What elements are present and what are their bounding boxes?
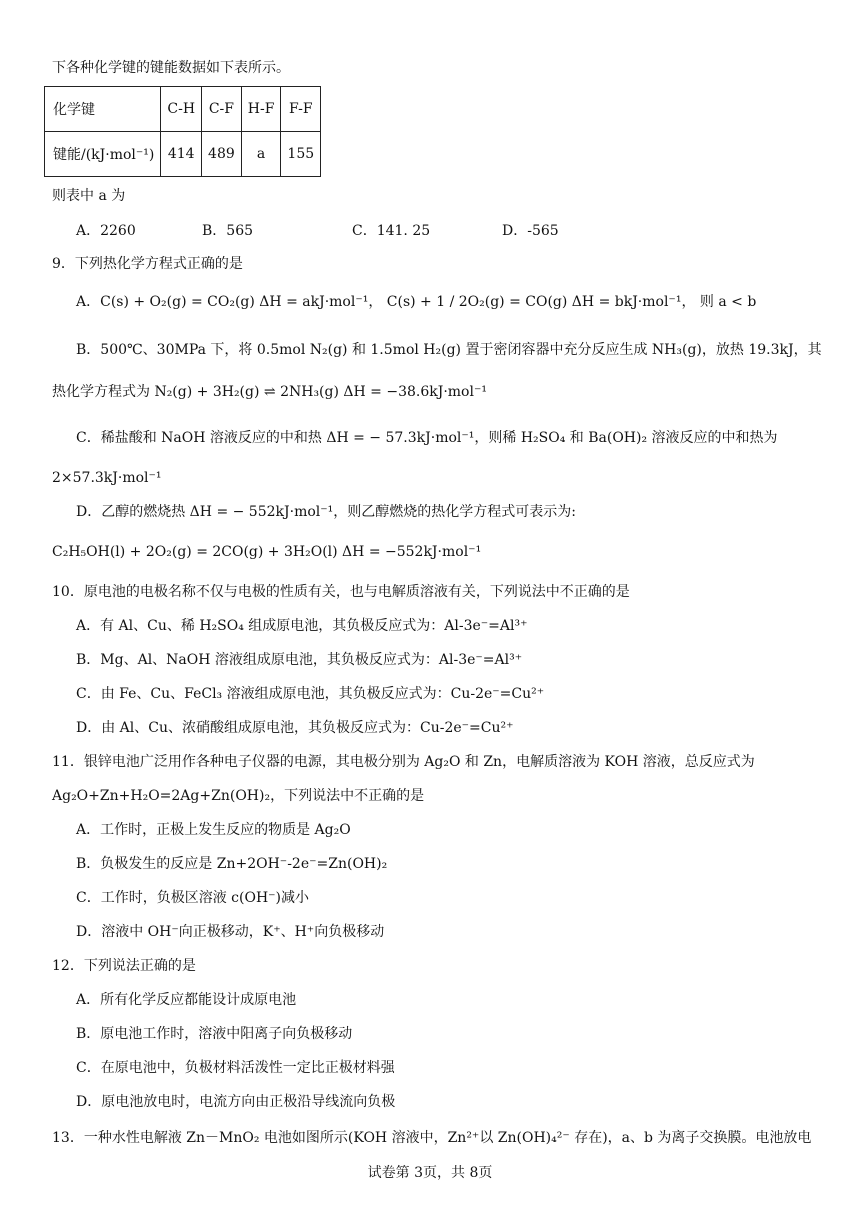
q12-stem: 12．下列说法正确的是 xyxy=(52,958,196,974)
q9-option-b-line1: B．500℃、30MPa 下，将 0.5mol N₂(g) 和 1.5mol H₂(g) 置于密闭容器中充分反应生成 NH₃(g)，放热 19.3kJ，其 xyxy=(76,342,822,358)
q9-option-c-line2: 2×57.3kJ·mol⁻¹ xyxy=(52,470,162,486)
q10-option-b: B．Mg、Al、NaOH 溶液组成原电池，其负极反应式为：Al-3e⁻=Al³⁺ xyxy=(76,652,523,668)
table-cell: 155 xyxy=(281,132,321,177)
intro-text: 下各种化学键的键能数据如下表所示。 xyxy=(52,60,290,76)
q12-option-a: A．所有化学反应都能设计成原电池 xyxy=(76,992,297,1008)
table-cell: 489 xyxy=(202,132,242,177)
table-header-cell: F-F xyxy=(281,87,321,132)
table-row xyxy=(45,87,321,132)
q10-option-c: C．由 Fe、Cu、FeCl₃ 溶液组成原电池，其负极反应式为：Cu-2e⁻=Cu²⁺ xyxy=(76,686,545,702)
q8-option-a: A．2260 xyxy=(76,223,136,239)
table-header-cell: C-F xyxy=(202,87,242,132)
bond-energy-table xyxy=(44,86,321,177)
table-cell: a xyxy=(241,132,281,177)
page-footer: 试卷第 3页，共 8页 xyxy=(367,1165,493,1181)
q10-option-d: D．由 Al、Cu、浓硝酸组成原电池，其负极反应式为：Cu-2e⁻=Cu²⁺ xyxy=(76,720,514,736)
q8-option-d: D．-565 xyxy=(502,223,559,239)
table-header-cell: 化学键 xyxy=(45,87,161,132)
q9-option-c-line1: C．稀盐酸和 NaOH 溶液反应的中和热 ΔH = − 57.3kJ·mol⁻¹，则稀 H₂SO₄ 和 Ba(OH)₂ 溶液反应的中和热为 xyxy=(76,430,778,446)
table-cell: 414 xyxy=(161,132,202,177)
q12-option-b: B．原电池工作时，溶液中阳离子向负极移动 xyxy=(76,1026,353,1042)
q11-option-c: C．工作时，负极区溶液 c(OH⁻)减小 xyxy=(76,890,310,906)
q13-stem: 13．一种水性电解液 Zn－MnO₂ 电池如图所示(KOH 溶液中，Zn²⁺以 Zn(OH)₄²⁻ 存在)，a、b 为离子交换膜。电池放电 xyxy=(52,1130,812,1146)
q9-option-d-line1: D．乙醇的燃烧热 ΔH = − 552kJ·mol⁻¹，则乙醇燃烧的热化学方程式可表示为: xyxy=(76,504,576,520)
q9-option-b-line2: 热化学方程式为 N₂(g) + 3H₂(g) ⇌ 2NH₃(g) ΔH = −38.6kJ·mol⁻¹ xyxy=(52,384,487,400)
q9-stem: 9．下列热化学方程式正确的是 xyxy=(52,256,243,272)
q11-option-a: A．工作时，正极上发生反应的物质是 Ag₂O xyxy=(76,822,351,838)
q12-option-d: D．原电池放电时，电流方向由正极沿导线流向负极 xyxy=(76,1094,396,1110)
q9-option-a: A．C(s) + O₂(g) = CO₂(g) ΔH = akJ·mol⁻¹， C(s) + 1 / 2O₂(g) = CO(g) ΔH = bkJ·mol⁻¹， 则 a < b xyxy=(76,294,757,310)
q8-stem: 则表中 a 为 xyxy=(52,188,126,204)
q8-option-c: C．141. 25 xyxy=(352,223,431,239)
q11-option-b: B．负极发生的反应是 Zn+2OH⁻-2e⁻=Zn(OH)₂ xyxy=(76,856,388,872)
q9-option-d-line2: C₂H₅OH(l) + 2O₂(g) = 2CO(g) + 3H₂O(l) ΔH = −552kJ·mol⁻¹ xyxy=(52,544,482,560)
q11-stem-line2: Ag₂O+Zn+H₂O=2Ag+Zn(OH)₂，下列说法中不正确的是 xyxy=(52,788,425,804)
q11-option-d: D．溶液中 OH⁻向正极移动，K⁺、H⁺向负极移动 xyxy=(76,924,385,940)
q8-option-b: B．565 xyxy=(202,223,254,239)
q12-option-c: C．在原电池中，负极材料活泼性一定比正极材料强 xyxy=(76,1060,395,1076)
table-header-cell: H-F xyxy=(241,87,281,132)
table-header-cell: C-H xyxy=(161,87,202,132)
q10-option-a: A．有 Al、Cu、稀 H₂SO₄ 组成原电池，其负极反应式为：Al-3e⁻=Al³⁺ xyxy=(76,618,528,634)
q10-stem: 10．原电池的电极名称不仅与电极的性质有关，也与电解质溶液有关，下列说法中不正确的是 xyxy=(52,584,630,600)
table-row xyxy=(45,132,321,177)
q11-stem-line1: 11．银锌电池广泛用作各种电子仪器的电源，其电极分别为 Ag₂O 和 Zn，电解质溶液为 KOH 溶液，总反应式为 xyxy=(52,754,755,770)
table-row-label: 键能/(kJ·mol⁻¹) xyxy=(45,132,161,177)
